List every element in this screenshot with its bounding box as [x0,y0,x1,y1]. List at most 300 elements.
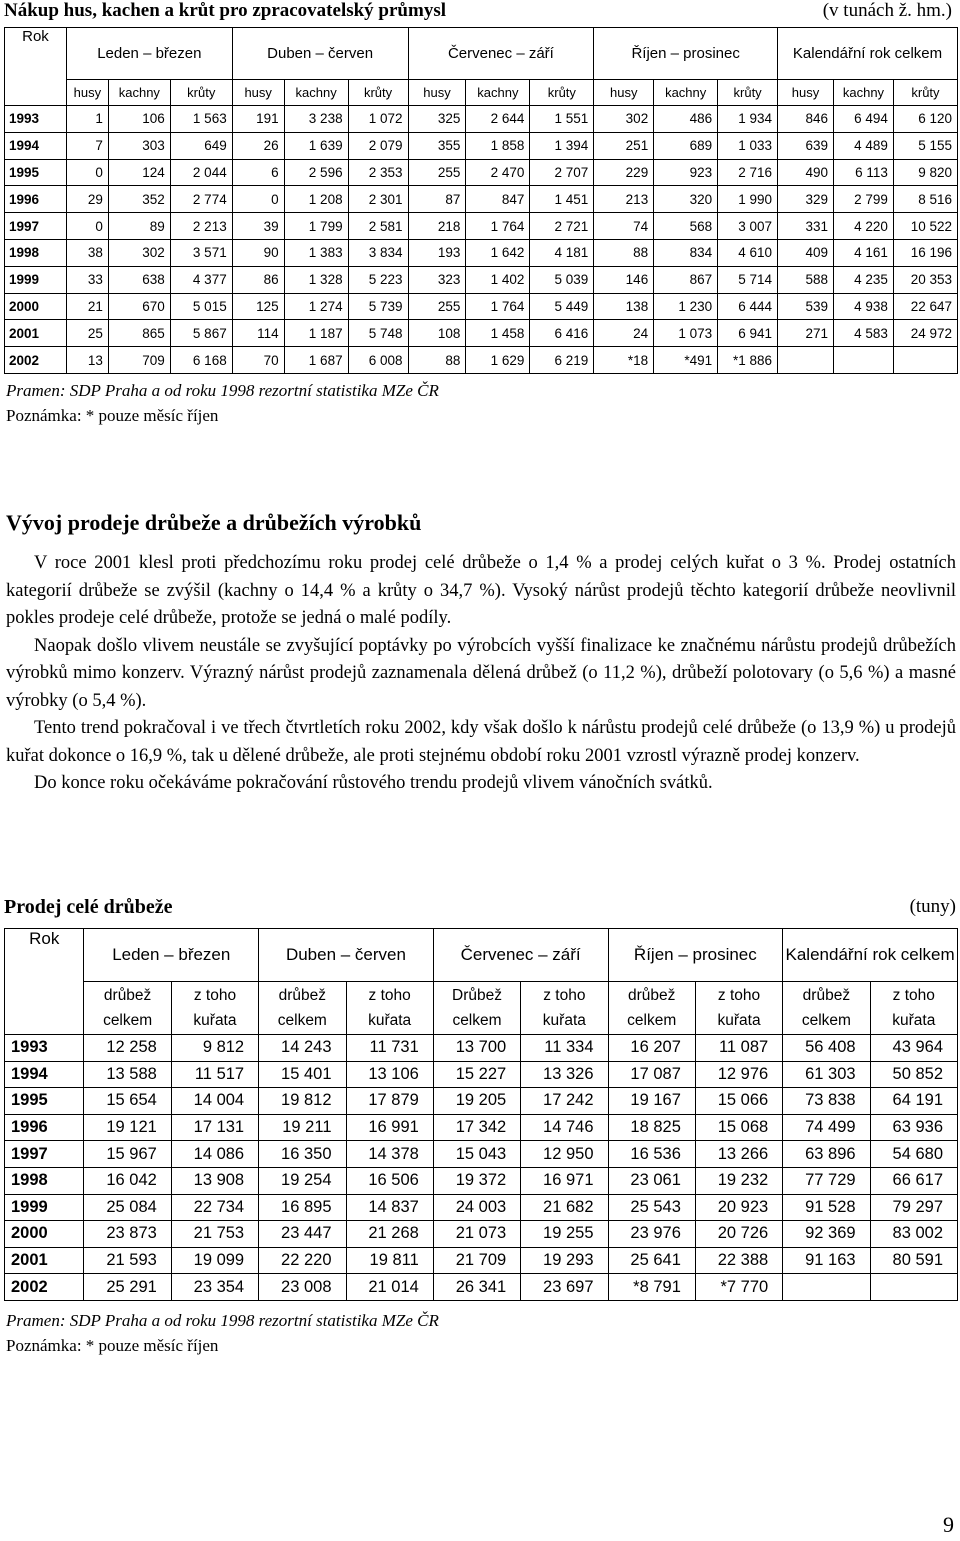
table-cell: 1 [66,106,108,133]
table1-column-header: krůty [718,80,778,106]
table-cell: 21 014 [346,1274,433,1301]
table-cell: 5 867 [170,320,232,347]
table-cell: 77 729 [783,1167,870,1194]
year-cell: 1993 [5,106,67,133]
table-row [5,1247,958,1274]
column-header-line: kuřata [717,1012,761,1029]
table-cell: 17 131 [171,1114,258,1141]
table-cell: 13 588 [84,1061,171,1088]
table-cell: 255 [408,293,466,320]
table2-column-header [171,982,258,1035]
table-cell: 15 043 [433,1141,520,1168]
table-cell: 6 120 [893,106,957,133]
table-cell: 13 [66,347,108,374]
column-header-line: z toho [892,987,935,1004]
table-cell: 2 470 [466,159,530,186]
column-header-line: kuřata [368,1012,412,1029]
column-header-line: kuřata [892,1012,936,1029]
year-cell: 1996 [5,1114,84,1141]
table-row [5,106,958,133]
table-cell: 4 235 [833,266,893,293]
table-cell: 92 369 [783,1221,870,1248]
table2-note: Poznámka: * pouze měsíc říjen [6,1336,219,1355]
table-cell: 25 [66,320,108,347]
table-cell: 1 764 [466,293,530,320]
year-cell: 2001 [5,320,67,347]
table-cell: 16 196 [893,239,957,266]
table-cell: 19 811 [346,1247,433,1274]
table-cell: 4 377 [170,266,232,293]
table1-subheader-row [5,80,958,106]
table-cell: 146 [594,266,654,293]
table-cell: 16 536 [608,1141,695,1168]
table-cell: 303 [108,132,170,159]
table-cell: 486 [654,106,718,133]
table1-source: Pramen: SDP Praha a od roku 1998 rezortní statistika MZe ČR [6,381,439,400]
table-cell: 4 938 [833,293,893,320]
table-cell: 325 [408,106,466,133]
table-cell: 61 303 [783,1061,870,1088]
table2-column-header [521,982,608,1035]
table-cell: 4 610 [718,239,778,266]
table-cell: 18 825 [608,1114,695,1141]
table-cell: 16 207 [608,1035,695,1062]
table-cell: 4 161 [833,239,893,266]
table-cell: 22 734 [171,1194,258,1221]
table-cell: 846 [778,106,834,133]
table-cell: 867 [654,266,718,293]
table1-column-header: kachny [284,80,348,106]
table-cell: 63 936 [870,1114,957,1141]
table-cell: 5 155 [893,132,957,159]
table1-column-header: kachny [108,80,170,106]
table-cell: 14 243 [259,1035,346,1062]
table-cell: 352 [108,186,170,213]
table-cell: 229 [594,159,654,186]
column-header-line: Drůbež [452,987,502,1004]
table2-period-header: Leden – březen [84,929,259,982]
table-cell: 15 967 [84,1141,171,1168]
table-cell: 6 416 [530,320,594,347]
column-header-line: celkem [452,1012,502,1029]
table-cell: 2 596 [284,159,348,186]
table-cell: 25 641 [608,1247,695,1274]
table-cell: 21 073 [433,1221,520,1248]
table-cell: 23 354 [171,1274,258,1301]
table-cell: 29 [66,186,108,213]
table2-column-header [695,982,782,1035]
table-cell: 5 714 [718,266,778,293]
table-cell: 1 934 [718,106,778,133]
table-cell: 19 099 [171,1247,258,1274]
table-row [5,293,958,320]
table-cell: *7 770 [695,1274,782,1301]
table-cell: 4 220 [833,213,893,240]
table-cell: 638 [108,266,170,293]
table-cell: 22 388 [695,1247,782,1274]
table2-column-header [346,982,433,1035]
table-cell: 17 242 [521,1088,608,1115]
article-paragraph: Tento trend pokračoval i ve třech čtvrtletích roku 2002, kdy však došlo k nárůstu prodejů celé drůbeže (o 13,9 %) u prodejů kuřat dokonce o 16,9 %, tak u dělené drůbeže, ale proti stejnému období roku 2001 vzrostl výrazně prodej konzerv. [6,718,956,766]
table-cell: 2 213 [170,213,232,240]
table-cell: 124 [108,159,170,186]
table-row [5,132,958,159]
table-cell: 3 834 [348,239,408,266]
table-cell: 1 230 [654,293,718,320]
table-cell: 23 061 [608,1167,695,1194]
table2-column-header [433,982,520,1035]
table-cell: 56 408 [783,1035,870,1062]
table-cell: 15 401 [259,1061,346,1088]
table2-period-header-row [5,929,958,982]
table-cell: 320 [654,186,718,213]
table-row [5,320,958,347]
table2-period-header: Červenec – září [433,929,608,982]
table-cell: 14 746 [521,1114,608,1141]
table-cell: 0 [66,159,108,186]
table-cell: 74 499 [783,1114,870,1141]
table-cell: 17 879 [346,1088,433,1115]
table1-period-header: Duben – červen [232,28,408,80]
table-cell: 1 629 [466,347,530,374]
table-cell: 1 328 [284,266,348,293]
table-cell: 88 [408,347,466,374]
table-cell: 86 [232,266,284,293]
table-cell: 490 [778,159,834,186]
table-row [5,1088,958,1115]
table-cell [783,1274,870,1301]
year-cell: 2000 [5,293,67,320]
table-cell: 25 291 [84,1274,171,1301]
year-cell: 1999 [5,1194,84,1221]
table1-column-header: husy [594,80,654,106]
table1-period-header-row [5,28,958,80]
table-cell: 26 [232,132,284,159]
table-cell: 106 [108,106,170,133]
table2-unit: (tuny) [909,896,956,917]
table-cell: 108 [408,320,466,347]
table-cell: 15 227 [433,1061,520,1088]
article-paragraph: Naopak došlo vlivem neustále se zvyšující poptávky po výrobcích vyšší finalizace ke značnému nárůstu prodejů drůbežích výrobků mimo konzerv. Výrazný nárůst prodejů zaznamenala dělená drůbež (o 11,2 %), drůbeží polotovary (o 5,6 %) a masné výrobky (o 5,4 %). [6,635,956,711]
table-cell [778,347,834,374]
table1-period-header: Červenec – září [408,28,594,80]
column-header-line: z toho [543,987,586,1004]
table-cell: 70 [232,347,284,374]
table1-column-header: husy [408,80,466,106]
table-cell: 1 187 [284,320,348,347]
table-cell: 9 820 [893,159,957,186]
table1-heading [4,0,956,26]
table-cell: 91 528 [783,1194,870,1221]
column-header-line: z toho [717,987,761,1004]
table-cell: 1 687 [284,347,348,374]
table-cell: 11 517 [171,1061,258,1088]
table-cell: 11 334 [521,1035,608,1062]
table-cell: 323 [408,266,466,293]
table-cell: 20 923 [695,1194,782,1221]
table1-rok-header: Rok [5,28,67,106]
table-cell: 23 447 [259,1221,346,1248]
article-paragraph: V roce 2001 klesl proti předchozímu roku prodej celé drůbeže o 1,4 % a prodej celých kuřat o 3 %. Prodej ostatních kategorií drůbeže se zvýšil (kachny o 14,4 % a krůty o 34,7 %). Vysoký nárůst prodejů těchto kategorií drůbeže neovlivnil pokles prodeje celé drůbeže, protože se jedná o malé podíly. [6,553,956,628]
table-cell: 4 583 [833,320,893,347]
table-row [5,1194,958,1221]
column-header-line: celkem [103,1012,153,1029]
table-cell: 80 591 [870,1247,957,1274]
table-cell: 1 033 [718,132,778,159]
table-cell: 2 581 [348,213,408,240]
table2-period-header: Duben – červen [259,929,434,982]
table-row [5,186,958,213]
table-cell: 88 [594,239,654,266]
table-cell: 66 617 [870,1167,957,1194]
column-header-line: celkem [801,1012,851,1029]
table-cell: 138 [594,293,654,320]
table-cell: 19 372 [433,1167,520,1194]
table-row [5,213,958,240]
table-cell: 865 [108,320,170,347]
table1-period-header: Kalendářní rok celkem [778,28,958,80]
table1-column-header: husy [778,80,834,106]
table-row [5,1035,958,1062]
year-cell: 1998 [5,1167,84,1194]
table-cell: 539 [778,293,834,320]
year-cell: 2001 [5,1247,84,1274]
table-cell: 19 254 [259,1167,346,1194]
table-cell: 12 258 [84,1035,171,1062]
table-cell: 23 008 [259,1274,346,1301]
table-cell: 38 [66,239,108,266]
table1-note: Poznámka: * pouze měsíc říjen [6,406,219,425]
column-header-line: drůbež [278,987,326,1004]
table-cell: 7 [66,132,108,159]
table2-rok-header: Rok [5,929,84,1035]
table-cell: 588 [778,266,834,293]
table-cell: 14 837 [346,1194,433,1221]
table-cell: *8 791 [608,1274,695,1301]
year-cell: 1995 [5,159,67,186]
table2-column-header [870,982,957,1035]
table-cell: 21 753 [171,1221,258,1248]
table-row [5,1221,958,1248]
table-cell: 25 543 [608,1194,695,1221]
table-row [5,1274,958,1301]
table-row [5,1114,958,1141]
table-cell: 3 238 [284,106,348,133]
table-cell: 2 353 [348,159,408,186]
table-cell: 649 [170,132,232,159]
table-cell: 89 [108,213,170,240]
table-cell: 16 042 [84,1167,171,1194]
table-cell: 79 297 [870,1194,957,1221]
table-cell: 13 326 [521,1061,608,1088]
table-cell: 302 [108,239,170,266]
year-cell: 1994 [5,1061,84,1088]
table-cell: 17 087 [608,1061,695,1088]
table-cell [893,347,957,374]
table-cell: 2 707 [530,159,594,186]
year-cell: 1998 [5,239,67,266]
table-cell: 1 458 [466,320,530,347]
table-cell: 6 008 [348,347,408,374]
table2-column-header [783,982,870,1035]
table-cell: 4 181 [530,239,594,266]
table-cell: 689 [654,132,718,159]
table-cell: 709 [108,347,170,374]
table-cell: 19 293 [521,1247,608,1274]
table2-period-header: Říjen – prosinec [608,929,783,982]
table-cell: 20 353 [893,266,957,293]
table-cell: 74 [594,213,654,240]
year-cell: 1995 [5,1088,84,1115]
table-cell: 5 039 [530,266,594,293]
whole-poultry-sales-table [4,928,958,1301]
table-cell: 15 654 [84,1088,171,1115]
table-cell: 10 522 [893,213,957,240]
page-number: 9 [943,1512,954,1537]
table-cell: 16 971 [521,1167,608,1194]
table-cell: 1 990 [718,186,778,213]
article-paragraph: Do konce roku očekáváme pokračování růstového trendu prodejů vlivem vánočních svátků. [34,773,713,793]
table-cell: 0 [66,213,108,240]
table-cell: 1 639 [284,132,348,159]
table2-source: Pramen: SDP Praha a od roku 1998 rezortní statistika MZe ČR [6,1311,439,1330]
table-cell: 218 [408,213,466,240]
table-cell: 847 [466,186,530,213]
article-text [6,550,956,798]
table-cell: 191 [232,106,284,133]
table-cell: 23 697 [521,1274,608,1301]
poultry-purchase-table [4,27,958,374]
year-cell: 1999 [5,266,67,293]
table-row [5,1141,958,1168]
table-cell: 16 350 [259,1141,346,1168]
table1-column-header: kachny [466,80,530,106]
table-cell: 87 [408,186,466,213]
column-header-line: celkem [627,1012,677,1029]
table-cell: 6 168 [170,347,232,374]
year-cell: 1994 [5,132,67,159]
table-cell: 11 731 [346,1035,433,1062]
table2-column-header [608,982,695,1035]
table-cell: 1 394 [530,132,594,159]
table-cell: 1 072 [348,106,408,133]
table-cell: 12 950 [521,1141,608,1168]
table-cell: 63 896 [783,1141,870,1168]
table-cell: 9 812 [171,1035,258,1062]
table-cell: 1 551 [530,106,594,133]
column-header-line: kuřata [193,1012,237,1029]
table-cell: 13 106 [346,1061,433,1088]
table-cell: 1 764 [466,213,530,240]
table-cell: 14 378 [346,1141,433,1168]
table-cell: 255 [408,159,466,186]
table1-column-header: kachny [833,80,893,106]
column-header-line: kuřata [542,1012,586,1029]
table-cell: 2 721 [530,213,594,240]
table-cell: 13 908 [171,1167,258,1194]
table-cell: 14 004 [171,1088,258,1115]
table-cell: 2 799 [833,186,893,213]
table1-column-header: husy [66,80,108,106]
table-cell: 5 015 [170,293,232,320]
table-cell: 2 644 [466,106,530,133]
table-cell: 125 [232,293,284,320]
table-cell [870,1274,957,1301]
table-cell: 24 972 [893,320,957,347]
table-cell: 6 219 [530,347,594,374]
table-cell: 43 964 [870,1035,957,1062]
table-cell: 2 716 [718,159,778,186]
table-cell: 14 086 [171,1141,258,1168]
table-cell: 91 163 [783,1247,870,1274]
table1-column-header: kachny [654,80,718,106]
table-cell: 251 [594,132,654,159]
table-cell: 193 [408,239,466,266]
table-row [5,266,958,293]
table-cell: 114 [232,320,284,347]
table-cell: 21 268 [346,1221,433,1248]
section-heading: Vývoj prodeje drůbeže a drůbežích výrobků [6,510,422,535]
table-cell: 12 976 [695,1061,782,1088]
table-cell: 19 812 [259,1088,346,1115]
table2-title: Prodej celé drůbeže [4,896,173,918]
table-cell: 6 444 [718,293,778,320]
table-cell: 1 642 [466,239,530,266]
table-cell: 6 494 [833,106,893,133]
table-cell: 1 208 [284,186,348,213]
table-cell: *491 [654,347,718,374]
year-cell: 2000 [5,1221,84,1248]
table-cell: 1 402 [466,266,530,293]
table-cell: 90 [232,239,284,266]
table2-heading [4,896,958,922]
year-cell: 1993 [5,1035,84,1062]
table1-unit: (v tunách ž. hm.) [822,0,952,21]
table-cell: *1 886 [718,347,778,374]
year-cell: 2002 [5,1274,84,1301]
table-cell: 19 121 [84,1114,171,1141]
column-header-line: z toho [193,987,237,1004]
table-row [5,159,958,186]
table-cell: 2 774 [170,186,232,213]
table-cell: 20 726 [695,1221,782,1248]
table-cell: 5 223 [348,266,408,293]
table-cell: 22 220 [259,1247,346,1274]
table-cell: 2 079 [348,132,408,159]
table-cell: 1 858 [466,132,530,159]
table2-column-header [259,982,346,1035]
column-header-line: drůbež [802,987,851,1004]
table-cell: 64 191 [870,1088,957,1115]
table-cell: 54 680 [870,1141,957,1168]
table-cell: 6 941 [718,320,778,347]
table-cell: 1 451 [530,186,594,213]
table-cell: 302 [594,106,654,133]
table-cell: 15 068 [695,1114,782,1141]
year-cell: 1997 [5,213,67,240]
table1-column-header: krůty [348,80,408,106]
table-cell: 834 [654,239,718,266]
year-cell: 1996 [5,186,67,213]
table2-subheader-row [5,982,958,1035]
table-cell: 8 516 [893,186,957,213]
table-cell: 1 799 [284,213,348,240]
table-cell: 568 [654,213,718,240]
table-cell: 409 [778,239,834,266]
table-row [5,1061,958,1088]
table1-column-header: husy [232,80,284,106]
table-cell: 923 [654,159,718,186]
